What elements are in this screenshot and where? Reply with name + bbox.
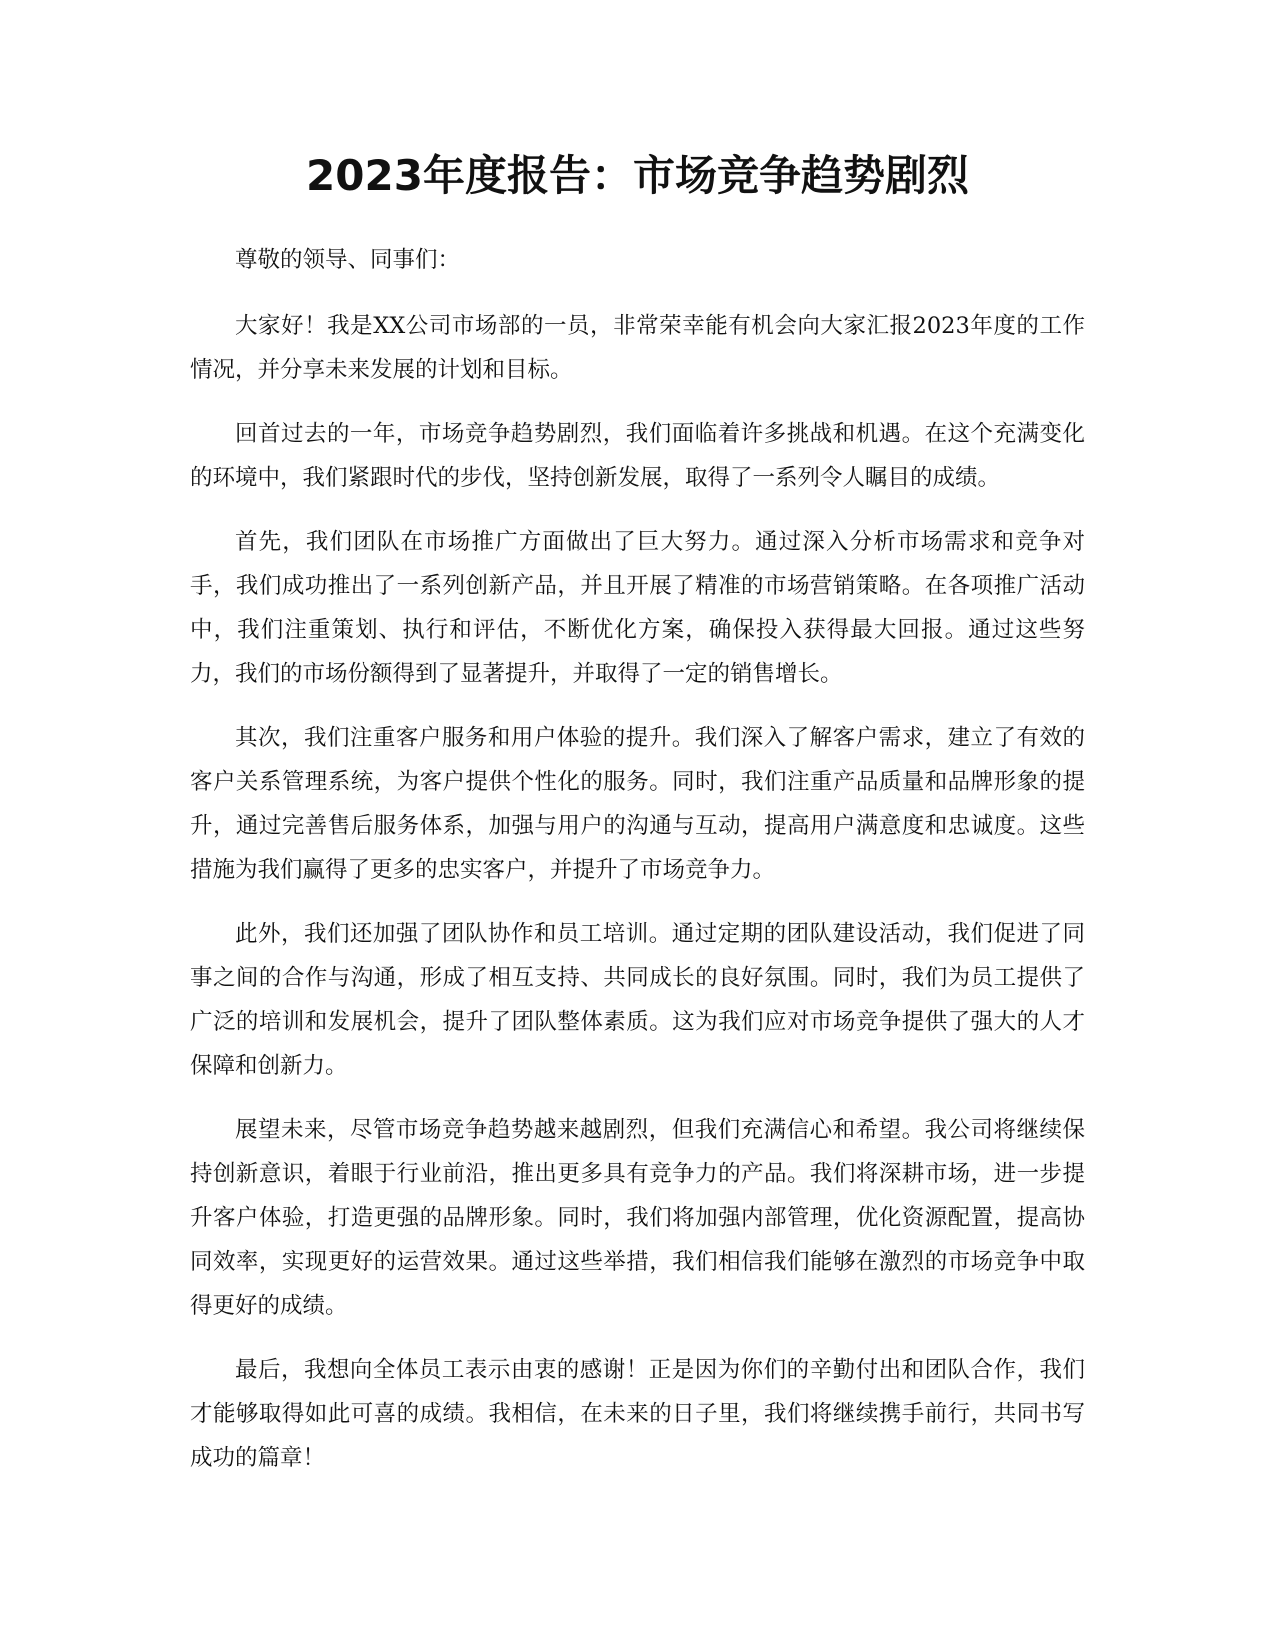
paragraph-greeting: 大家好！我是XX公司市场部的一员，非常荣幸能有机会向大家汇报2023年度的工作情况，并分享未来发展的计划和目标。 [190, 313, 1085, 383]
document-title: 2023年度报告：市场竞争趋势剧烈 [306, 151, 969, 200]
paragraph-teamwork: 此外，我们还加强了团队协作和员工培训。通过定期的团队建设活动，我们促进了同事之间的合作与沟通，形成了相互支持、共同成长的良好氛围。同时，我们为员工提供了广泛的培训和发展机会，提升了团队整体素质。这为我们应对市场竞争提供了强大的人才保障和创新力。 [190, 921, 1085, 1079]
paragraph-review: 回首过去的一年，市场竞争趋势剧烈，我们面临着许多挑战和机遇。在这个充满变化的环境中，我们紧跟时代的步伐，坚持创新发展，取得了一系列令人瞩目的成绩。 [190, 421, 1085, 491]
paragraph-marketing: 首先，我们团队在市场推广方面做出了巨大努力。通过深入分析市场需求和竞争对手，我们成功推出了一系列创新产品，并且开展了精准的市场营销策略。在各项推广活动中，我们注重策划、执行和评估，不断优化方案，确保投入获得最大回报。通过这些努力，我们的市场份额得到了显著提升，并取得了一定的销售增长。 [190, 529, 1085, 687]
paragraph-outlook: 展望未来，尽管市场竞争趋势越来越剧烈，但我们充满信心和希望。我公司将继续保持创新意识，着眼于行业前沿，推出更多具有竞争力的产品。我们将深耕市场，进一步提升客户体验，打造更强的品牌形象。同时，我们将加强内部管理，优化资源配置，提高协同效率，实现更好的运营效果。通过这些举措，我们相信我们能够在激烈的市场竞争中取得更好的成绩。 [190, 1117, 1085, 1319]
paragraph-customer-service: 其次，我们注重客户服务和用户体验的提升。我们深入了解客户需求，建立了有效的客户关系管理系统，为客户提供个性化的服务。同时，我们注重产品质量和品牌形象的提升，通过完善售后服务体系，加强与用户的沟通与互动，提高用户满意度和忠诚度。这些措施为我们赢得了更多的忠实客户，并提升了市场竞争力。 [190, 725, 1085, 883]
salutation: 尊敬的领导、同事们： [235, 247, 461, 273]
paragraph-thanks: 最后，我想向全体员工表示由衷的感谢！正是因为你们的辛勤付出和团队合作，我们才能够取得如此可喜的成绩。我相信，在未来的日子里，我们将继续携手前行，共同书写成功的篇章！ [190, 1357, 1085, 1471]
